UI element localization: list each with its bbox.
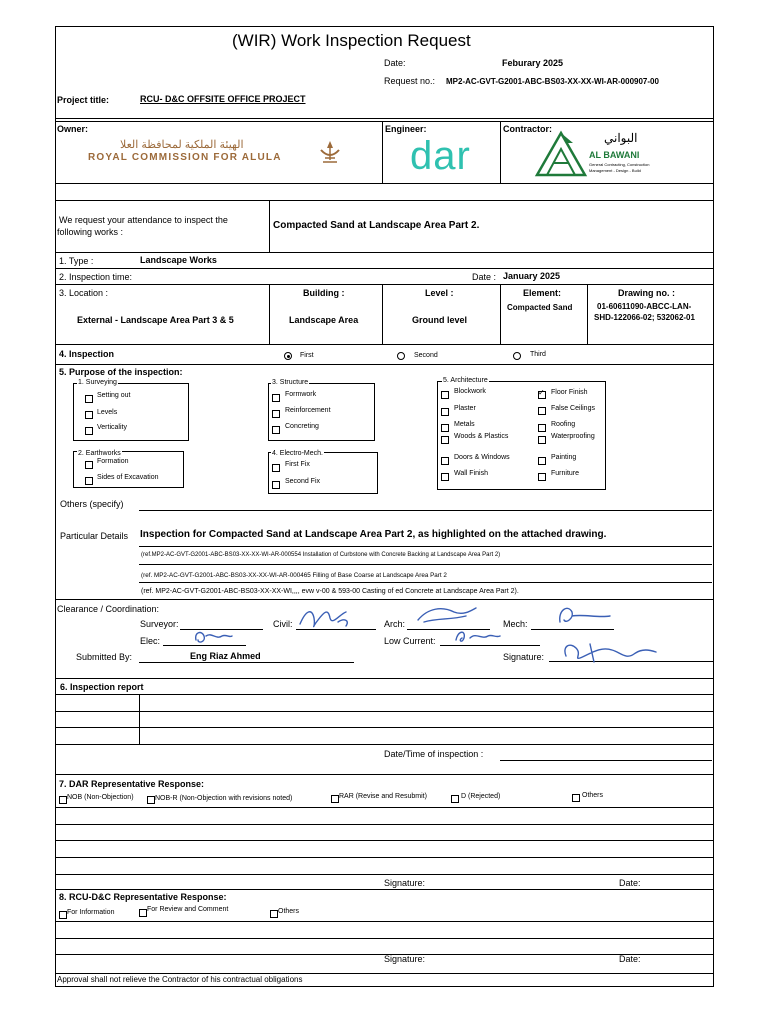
dar-date-label: Date: <box>619 878 641 888</box>
engineer-label: Engineer: <box>385 124 427 134</box>
project-label: Project title: <box>57 95 110 105</box>
particular-label: Particular Details <box>60 531 129 541</box>
verticality-label: Verticality <box>97 424 127 431</box>
attendance-text: We request your attendance to inspect the <box>59 215 228 225</box>
rule <box>55 252 713 253</box>
sides-excavation-checkbox[interactable] <box>85 477 93 485</box>
setting-out-checkbox[interactable] <box>85 395 93 403</box>
particular-ref2: (ref. MP2-AC-GVT-G2001-ABC-BS03-XX-XX-WI-AR-000465 Filling of Base Coarse at Landscape Area Part 2 <box>141 572 447 579</box>
rule <box>55 200 713 201</box>
inspection-label: 4. Inspection <box>59 349 115 359</box>
rule <box>139 694 140 744</box>
blockwork-label: Blockwork <box>454 388 486 395</box>
arch-label: Arch: <box>384 619 406 629</box>
radio-second-label: Second <box>414 352 438 359</box>
furniture-label: Furniture <box>551 470 580 477</box>
rule <box>55 889 713 890</box>
building-label: Building : <box>303 288 345 298</box>
roofing-checkbox[interactable] <box>538 424 546 432</box>
dar-signature-label: Signature: <box>384 878 426 888</box>
rejected-checkbox[interactable] <box>451 795 459 803</box>
woods-plastics-label: Woods & Plastics <box>454 433 509 440</box>
attendance-text: following works : <box>57 227 124 237</box>
type-label: 1. Type : <box>59 256 94 266</box>
rule <box>382 121 383 183</box>
doors-windows-label: Doors & Windows <box>454 454 510 461</box>
submitted-by-line <box>139 662 354 663</box>
reinforcement-label: Reinforcement <box>285 407 331 414</box>
verticality-checkbox[interactable] <box>85 427 93 435</box>
particular-ref1: (ref.MP2-AC-GVT-G2001-ABC-BS03-XX-XX-WI-AR-000554 Installation of Curbstone with Concrete Backing at Landscape Area Part 2) <box>141 552 501 558</box>
false-ceilings-label: False Ceilings <box>551 405 595 412</box>
electromech-title: 4. Electro-Mech. <box>272 450 323 457</box>
rule <box>382 284 383 344</box>
rcu-others-checkbox[interactable] <box>270 910 278 918</box>
waterproofing-label: Waterproofing <box>551 433 595 440</box>
signature-label: Signature: <box>503 652 545 662</box>
rcu-response-label: 8. RCU-D&C Representative Response: <box>59 892 227 902</box>
particular-main: Inspection for Compacted Sand at Landscape Area Part 2, as highlighted on the attached drawing. <box>140 529 607 540</box>
second-fix-label: Second Fix <box>285 478 321 485</box>
rule <box>55 711 713 712</box>
al-bawani-logo-english: AL BAWANI <box>589 150 640 160</box>
rule <box>55 727 713 728</box>
rule <box>55 840 713 841</box>
rule <box>55 694 713 695</box>
surveying-title: 1. Surveying <box>78 379 117 386</box>
submitted-by-label: Submitted By: <box>76 652 133 662</box>
drawing-value: SHD-122066-02; 532062-01 <box>594 313 695 322</box>
al-bawani-logo-arabic: البواني <box>604 131 638 145</box>
mech-label: Mech: <box>503 619 528 629</box>
concreting-label: Concreting <box>285 423 319 430</box>
floor-finish-label: Floor Finish <box>551 389 588 396</box>
rule <box>55 857 713 858</box>
sides-excavation-label: Sides of Excavation <box>97 474 159 481</box>
blockwork-checkbox[interactable] <box>441 391 449 399</box>
furniture-checkbox[interactable] <box>538 473 546 481</box>
wall-finish-label: Wall Finish <box>454 470 488 477</box>
datetime-line[interactable] <box>500 760 712 761</box>
rule <box>55 807 713 808</box>
for-information-checkbox[interactable] <box>59 911 67 919</box>
first-fix-label: First Fix <box>285 461 310 468</box>
al-bawani-tagline: General Contracting, Construction <box>589 162 650 167</box>
formation-checkbox[interactable] <box>85 461 93 469</box>
works-description: Compacted Sand at Landscape Area Part 2. <box>273 220 480 231</box>
for-information-label: For Information <box>67 909 115 916</box>
rar-label: RAR (Revise and Resubmit) <box>339 793 427 800</box>
elec-label: Elec: <box>140 636 161 646</box>
metals-checkbox[interactable] <box>441 424 449 432</box>
rcu-emblem-icon <box>315 138 345 166</box>
rule <box>55 921 713 922</box>
formation-label: Formation <box>97 458 129 465</box>
drawing-value: 01-60611090-ABCC-LAN- <box>597 302 692 311</box>
element-value: Compacted Sand <box>507 303 573 312</box>
second-fix-checkbox[interactable] <box>272 481 280 489</box>
rule <box>55 824 713 825</box>
rule <box>587 284 588 344</box>
first-fix-checkbox[interactable] <box>272 464 280 472</box>
elec-signature-icon <box>190 626 234 646</box>
floor-finish-checkbox[interactable] <box>538 391 546 399</box>
particular-line <box>139 564 712 565</box>
waterproofing-checkbox[interactable] <box>538 436 546 444</box>
inspection-date-label: Date : <box>472 272 497 282</box>
rule <box>55 344 713 345</box>
rule <box>269 200 270 252</box>
report-label: 6. Inspection report <box>60 682 144 692</box>
rule <box>55 268 713 269</box>
rule <box>55 121 713 122</box>
painting-checkbox[interactable] <box>538 457 546 465</box>
formwork-checkbox[interactable] <box>272 394 280 402</box>
purpose-label: 5. Purpose of the inspection: <box>59 367 183 377</box>
reinforcement-checkbox[interactable] <box>272 410 280 418</box>
civil-signature-icon <box>296 604 356 632</box>
submitter-signature-icon <box>560 638 660 666</box>
dar-response-label: 7. DAR Representative Response: <box>59 779 205 789</box>
rule <box>500 121 501 183</box>
formwork-label: Formwork <box>285 391 317 398</box>
rar-checkbox[interactable] <box>331 795 339 803</box>
element-label: Element: <box>523 288 562 298</box>
electromech-group <box>268 452 378 494</box>
radio-first[interactable] <box>284 352 292 360</box>
dar-others-label: Others <box>582 792 604 799</box>
project-value: RCU- D&C OFFSITE OFFICE PROJECT <box>140 94 306 104</box>
painting-label: Painting <box>551 454 577 461</box>
roofing-label: Roofing <box>551 421 576 428</box>
rule <box>269 284 270 344</box>
rule <box>55 183 713 184</box>
rule <box>55 284 713 285</box>
wall-finish-checkbox[interactable] <box>441 473 449 481</box>
rule <box>55 774 713 775</box>
rule <box>55 938 713 939</box>
low-current-label: Low Current: <box>384 636 436 646</box>
radio-third[interactable] <box>513 352 521 360</box>
radio-third-label: Third <box>530 351 546 358</box>
levels-checkbox[interactable] <box>85 411 93 419</box>
request-label: Request no.: <box>384 76 436 86</box>
inspection-date-value: January 2025 <box>503 271 561 281</box>
clearance-label: Clearance / Coordination: <box>57 604 160 614</box>
nob-checkbox[interactable] <box>59 796 67 804</box>
rule <box>55 678 713 679</box>
rcu-signature-label: Signature: <box>384 954 426 964</box>
rule <box>55 874 713 875</box>
dar-others-checkbox[interactable] <box>572 794 580 802</box>
inspection-time-label: 2. Inspection time: <box>59 272 133 282</box>
datetime-label: Date/Time of inspection : <box>384 749 484 759</box>
for-review-label: For Review and Comment <box>147 906 229 913</box>
plaster-label: Plaster <box>454 405 476 412</box>
rule <box>55 364 713 365</box>
setting-out-label: Setting out <box>97 392 131 399</box>
rule <box>55 118 713 119</box>
structure-title: 3. Structure <box>272 379 309 386</box>
rcu-date-label: Date: <box>619 954 641 964</box>
form-title: (WIR) Work Inspection Request <box>232 31 471 50</box>
for-review-checkbox[interactable] <box>139 909 147 917</box>
level-label: Level : <box>425 288 454 298</box>
rule <box>55 599 713 600</box>
particular-ref3: (ref. MP2-AC-GVT-G2001-ABC-BS03-XX-XX-WI,,,, evw v-00 & 593-00 Casting of ed Concrete at Landscape Area Part 2). <box>141 588 519 595</box>
date-label: Date: <box>384 58 406 68</box>
nob-label: NOB (Non-Objection) <box>67 794 134 801</box>
surveyor-label: Surveyor: <box>140 619 179 629</box>
rule <box>55 973 713 974</box>
rule <box>55 744 713 745</box>
particular-line <box>139 582 712 583</box>
contractor-label: Contractor: <box>503 124 552 134</box>
architecture-title: 5. Architecture <box>443 377 488 384</box>
owner-label: Owner: <box>57 124 89 134</box>
rejected-label: D (Rejected) <box>461 793 501 800</box>
metals-label: Metals <box>454 421 475 428</box>
rcu-logo-arabic: الهيئة الملكية لمحافظة العلا <box>120 139 244 151</box>
dar-logo: dar <box>410 134 471 178</box>
request-value: MP2-AC-GVT-G2001-ABC-BS03-XX-XX-WI-AR-000907-00 <box>446 77 659 86</box>
concreting-checkbox[interactable] <box>272 426 280 434</box>
radio-first-label: First <box>300 352 314 359</box>
level-value: Ground level <box>412 315 468 325</box>
particular-line <box>139 546 712 547</box>
doors-windows-checkbox[interactable] <box>441 457 449 465</box>
others-specify-line[interactable] <box>139 510 712 511</box>
al-bawani-emblem-icon <box>533 129 589 179</box>
low-current-signature-icon <box>452 626 502 646</box>
rcu-others-label: Others <box>278 908 300 915</box>
type-value: Landscape Works <box>140 255 217 265</box>
disclaimer: Approval shall not relieve the Contractor of his contractual obligations <box>57 975 303 984</box>
nobr-checkbox[interactable] <box>147 796 155 804</box>
rcu-logo-english: ROYAL COMMISSION FOR ALULA <box>88 152 282 163</box>
rule <box>500 284 501 344</box>
building-value: Landscape Area <box>289 315 359 325</box>
nobr-label: NOB-R (Non-Objection with revisions noted) <box>155 795 293 802</box>
arch-signature-icon <box>414 604 480 628</box>
drawing-label: Drawing no. : <box>618 288 675 298</box>
al-bawani-tagline: Management - Design - Build <box>589 168 641 173</box>
mech-signature-icon <box>554 602 614 630</box>
earthworks-title: 2. Earthworks <box>78 450 121 457</box>
location-value: External - Landscape Area Part 3 & 5 <box>77 315 234 325</box>
plaster-checkbox[interactable] <box>441 408 449 416</box>
levels-label: Levels <box>97 409 118 416</box>
woods-plastics-checkbox[interactable] <box>441 436 449 444</box>
others-specify-label: Others (specify) <box>60 499 124 509</box>
civil-label: Civil: <box>273 619 293 629</box>
submitted-by-value: Eng Riaz Ahmed <box>190 651 261 661</box>
false-ceilings-checkbox[interactable] <box>538 407 546 415</box>
location-label: 3. Location : <box>59 288 109 298</box>
date-value: Feburary 2025 <box>502 58 564 68</box>
radio-second[interactable] <box>397 352 405 360</box>
